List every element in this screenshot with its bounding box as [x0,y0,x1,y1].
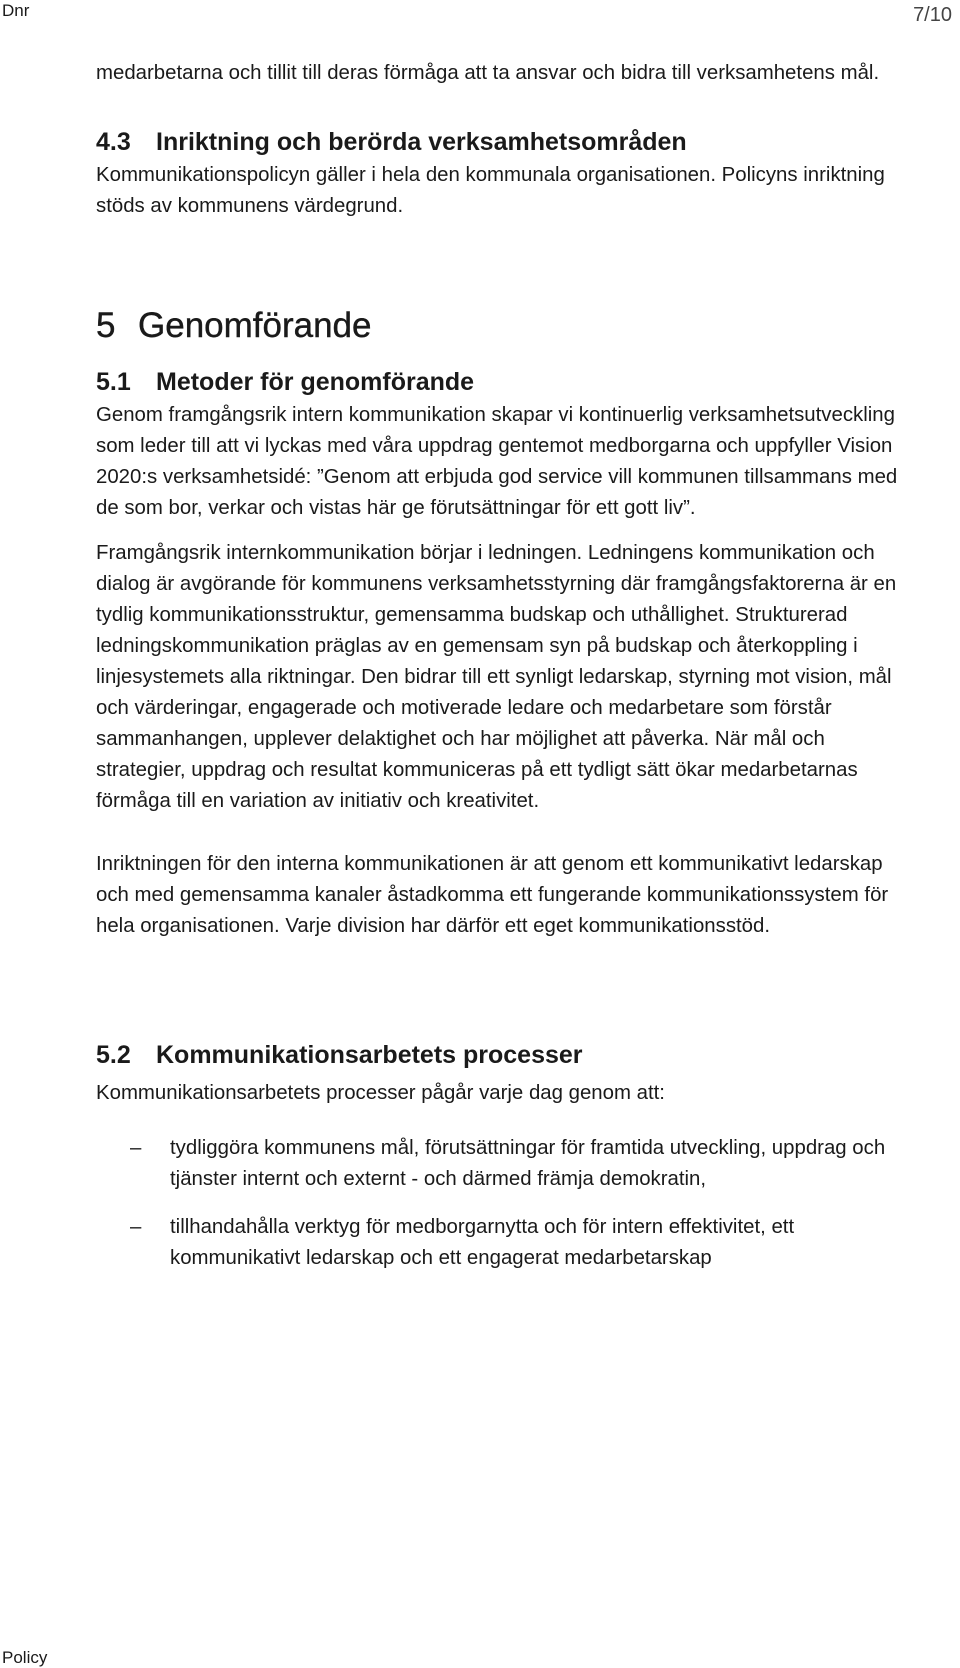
paragraph-continued: medarbetarna och tillit till deras förmåga att ta ansvar och bidra till verksamhetens mål. [96,62,880,84]
dash-bullet: – [130,1137,142,1159]
heading-number: 5 [96,306,116,345]
heading-number: 5.1 [96,368,131,396]
dash-bullet: – [130,1216,142,1238]
paragraph-5-2-intro: Kommunikationsarbetets processer pågår varje dag genom att: [96,1082,665,1104]
heading-4-3 [96,125,906,159]
heading-title: Kommunikationsarbetets processer [156,1041,583,1069]
page-number: 7/10 [913,4,952,26]
list-item [96,1133,906,1195]
paragraph-4-3: Kommunikationspolicyn gäller i hela den kommunala organisationen. Policyns inriktning stöds av kommunens värdegrund. [96,164,885,217]
heading-number: 4.3 [96,128,131,156]
paragraph-5-1-a: Genom framgångsrik intern kommunikation skapar vi kontinuerlig verksamhetsutveckling som leder till att vi lyckas med våra uppdrag gentemot medborgarna och uppfyller Vision 2020:s verksamhetsidé: ”Genom att erbjuda god service vill kommunen tillsammans med de som bor, verkar och vistas här ge förutsättningar för ett gott liv”. [96,404,898,519]
list-item-text: tillhandahålla verktyg för medborgarnytta och för intern effektivitet, ett kommunikativt ledarskap och ett engagerat medarbetarskap [170,1216,795,1269]
heading-5 [96,305,906,347]
heading-5-2 [96,1038,906,1072]
heading-title: Inriktning och berörda verksamhetsområden [156,128,687,156]
process-list [96,1133,906,1274]
heading-5-1 [96,365,906,399]
heading-title: Metoder för genomförande [156,368,475,396]
heading-number: 5.2 [96,1041,131,1069]
document-body [96,58,906,1274]
paragraph-5-1-c: Inriktningen för den interna kommunikationen är att genom ett kommunikativt ledarskap och med gemensamma kanaler åstadkomma ett fungerande kommunikationssystem för hela organisationen. Varje division har därför ett eget kommunikationsstöd. [96,853,889,937]
footer-label: Policy [2,1648,48,1667]
list-item-text: tydliggöra kommunens mål, förutsättningar för framtida utveckling, uppdrag och tjänster internt och externt - och därmed främja demokratin, [170,1137,886,1190]
list-item [96,1212,906,1274]
header-dnr: Dnr [2,1,30,20]
heading-title: Genomförande [138,306,372,345]
paragraph-5-1-b: Framgångsrik internkommunikation börjar i ledningen. Ledningens kommunikation och dialog är avgörande för kommunens verksamhetsstyrning där framgångsfaktorerna är en tydlig kommunikationsstruktur, gemensamma budskap och uthållighet. Strukturerad ledningskommunikation präglas av en gemensam syn på budskap och återkoppling i linjesystemets alla riktningar. Den bidrar till ett synligt ledarskap, styrning mot vision, mål och värderingar, engagerade och motiverade ledare och medarbetare som förstår sammanhangen, upplever delaktighet och har möjlighet att påverka. När mål och strategier, uppdrag och resultat kommuniceras på ett tydligt sätt ökar medarbetarnas förmåga till en variation av initiativ och kreativitet. [96,542,897,812]
